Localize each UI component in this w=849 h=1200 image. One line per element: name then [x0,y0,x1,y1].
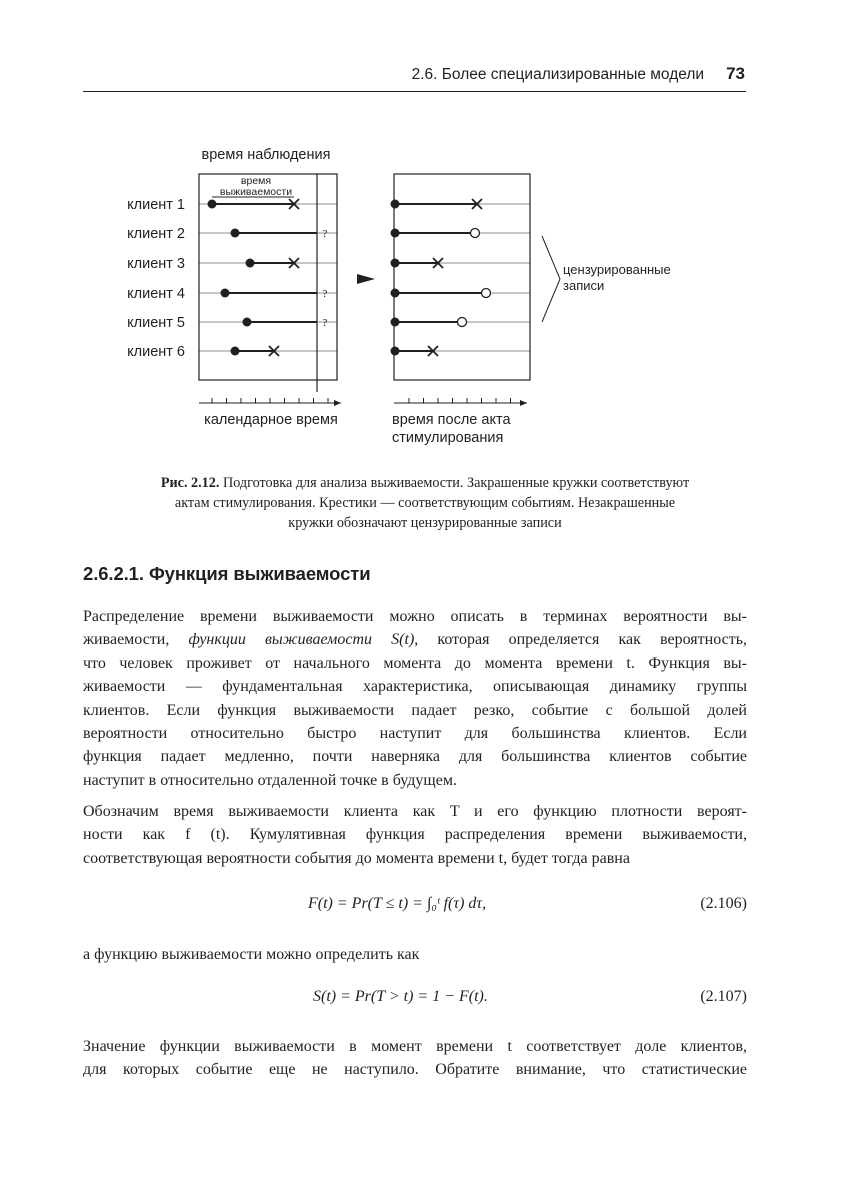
paragraph-1 [83,605,747,792]
survival-time-label-1: время [240,175,272,187]
client-label: клиент 1 [127,197,185,213]
censored-circle [458,318,467,327]
p3-line: а функцию выживаемости можно определить как [83,946,420,963]
left-rows [127,197,337,360]
p1-line: живаемости, функции выживаемости S(t), которая определяется как вероятность, [83,631,747,649]
page-number: 73 [726,64,745,83]
p1-line: наступит в относительно отдаленной точке в будущем. [83,771,457,789]
censored-label-2: записи [563,278,605,293]
stimulus-dot [391,347,400,356]
stimulus-dot [208,200,217,209]
right-rows [391,199,531,356]
stimulus-time-label-1: время после акта [392,412,511,428]
equation-2-107-number: (2.107) [700,988,747,1005]
stimulus-dot [246,259,255,268]
equation-2-106-number: (2.106) [700,895,747,912]
unknown-marker: ? [322,288,328,300]
censored-label-1: цензурированные [563,262,671,277]
equation-2-107-body: S(t) = Pr(T > t) = 1 − F(t). [313,988,488,1005]
p1-line: живаемости — фундаментальная характеристика, описывающая динамику группы [83,678,747,696]
stimulus-axis-ticks [409,398,511,403]
unknown-marker: ? [322,228,328,240]
stimulus-dot [391,289,400,298]
client-label: клиент 3 [127,256,185,272]
client-label: клиент 6 [127,344,185,360]
caption-label: Рис. 2.12. [160,475,220,491]
p2-line: соответствующая вероятности события до момента времени t, будет тогда равна [83,849,630,867]
client-label: клиент 2 [127,226,185,242]
p1-line: Распределение времени выживаемости можно описать в терминах вероятности вы- [83,608,747,625]
client-label: клиент 5 [127,315,185,331]
stimulus-dot [391,318,400,327]
transform-arrow-icon [357,274,375,284]
equation-2-106-body: F(t) = Pr(T ≤ t) = ∫₀ᵗ f(τ) dτ, [308,895,487,912]
censored-circle [471,229,480,238]
censored-bracket [542,236,560,322]
p1-line: функция падает медленно, почти наверняка для большинства клиентов событие [83,748,747,766]
equation-2-106 [83,895,747,925]
survival-figure [0,0,849,470]
p1-line: вероятности относительно быстро наступит для большинства клиентов. Если [83,725,747,743]
paragraph-4 [83,1035,747,1082]
caption-line-2: актам стимулирования. Крестики — соответствующим событиям. Незакрашенные [174,495,676,511]
p2-line: Обозначим время выживаемости клиента как T и его функцию плотности вероят- [83,803,747,820]
p4-line: для которых событие еще не наступило. Обратите внимание, что статистические [83,1061,747,1079]
p1-line: клиентов. Если функция выживаемости падает резко, событие с большой долей [83,701,747,719]
p1-line: что человек проживет от начального момента до момента времени t. Функция вы- [83,654,747,672]
running-header-title: 2.6. Более специализированные модели [411,66,705,83]
calendar-axis-ticks [212,398,328,403]
stimulus-dot [391,259,400,268]
section-heading: 2.6.2.1. Функция выживаемости [83,563,371,584]
stimulus-time-label-2: стимулирования [392,430,504,446]
paragraph-2 [83,800,747,870]
stimulus-dot [391,200,400,209]
p4-line: Значение функции выживаемости в момент времени t соответствует доле клиентов, [83,1038,747,1055]
p2-line: ности как f (t). Кумулятивная функция распределения времени выживаемости, [83,826,747,844]
client-label: клиент 4 [127,286,185,302]
caption-line-3: кружки обозначают цензурированные записи [288,515,562,531]
figure-caption [90,473,760,533]
stimulus-dot [231,229,240,238]
stimulus-dot [391,229,400,238]
survival-time-label-2: выживаемости [219,186,293,198]
calendar-time-label: календарное время [204,412,338,428]
stimulus-dot [221,289,230,298]
censored-circle [482,289,491,298]
paragraph-3 [83,943,747,966]
term-survival-function: функции выживаемости [188,631,373,649]
unknown-marker: ? [322,317,328,329]
caption-line-1: Подготовка для анализа выживаемости. Закрашенные кружки соответствуют [222,475,690,491]
equation-2-107 [83,988,747,1018]
stimulus-dot [243,318,252,327]
observation-time-label: время наблюдения [201,147,331,163]
stimulus-dot [231,347,240,356]
